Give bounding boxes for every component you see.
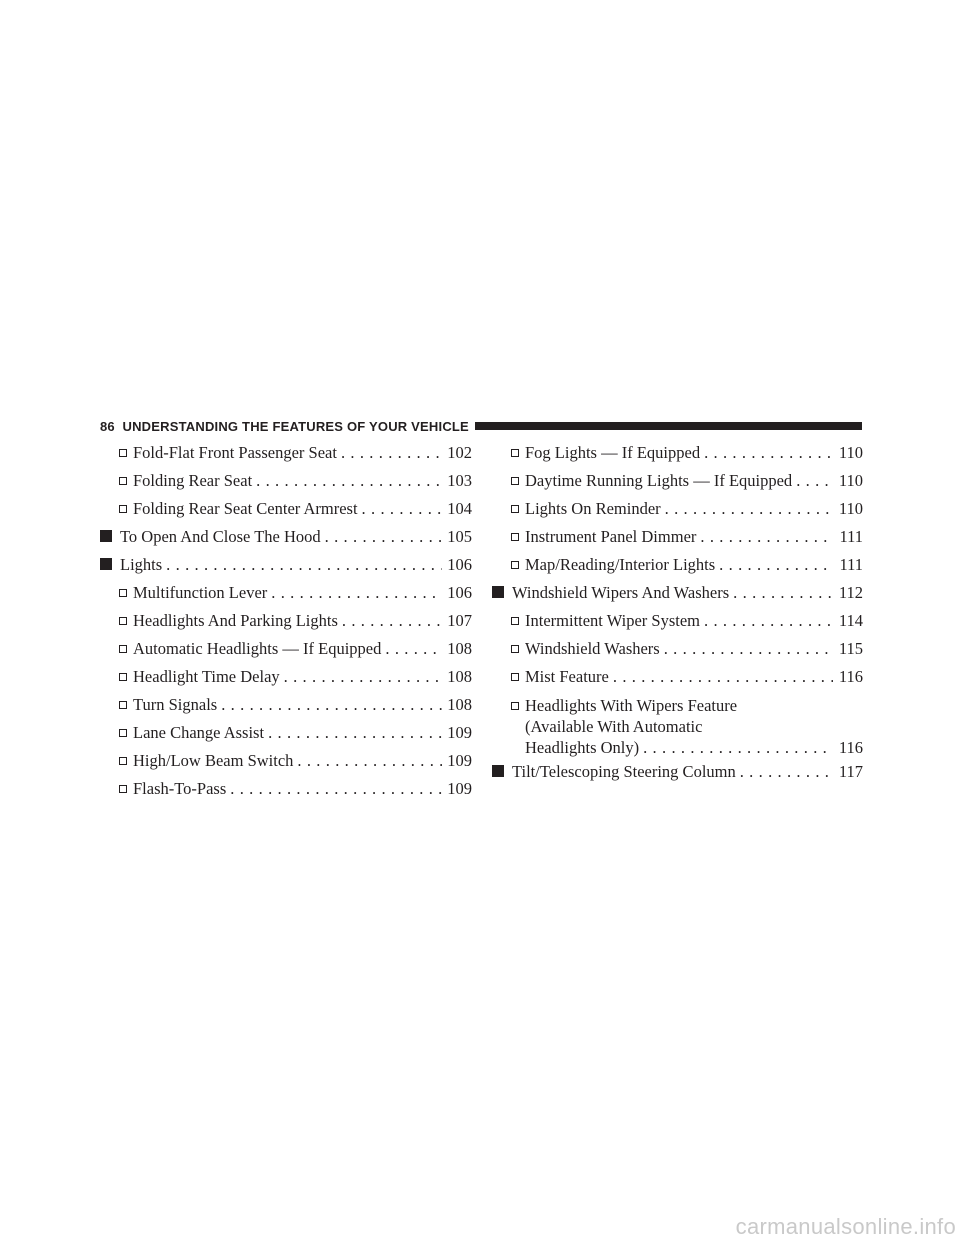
dot-leader [385,635,442,663]
toc-entry-page: 110 [838,471,863,490]
toc-entry-page: 117 [838,762,863,781]
watermark: carmanualsonline.info [735,1214,956,1239]
toc-entry[interactable] [100,523,472,551]
toc-entry[interactable] [492,635,863,663]
hollow-square-bullet-icon [119,477,127,485]
dot-leader [700,523,833,551]
toc-entry-page: 106 [447,555,472,574]
toc-entry-page: 111 [839,527,863,546]
hollow-square-bullet-icon [119,673,127,681]
dot-leader [221,691,442,719]
hollow-square-bullet-icon [511,449,519,457]
dot-leader [643,737,833,758]
dot-leader [733,579,833,607]
toc-entry-page: 108 [447,667,472,686]
toc-entry-title: High/Low Beam Switch [133,751,294,770]
toc-entry-title: Automatic Headlights — If Equipped [133,639,382,658]
toc-entry[interactable] [492,523,863,551]
toc-entry-page: 110 [838,443,863,462]
toc-entry[interactable] [100,579,472,607]
toc-entry-title: Headlights Only) [525,738,640,757]
hollow-square-bullet-icon [119,449,127,457]
hollow-square-bullet-icon [511,645,519,653]
hollow-square-bullet-icon [119,645,127,653]
toc-left-column [100,439,472,803]
dot-leader [719,551,833,579]
hollow-square-bullet-icon [511,673,519,681]
section-title: UNDERSTANDING THE FEATURES OF YOUR VEHICLE [122,419,469,434]
hollow-square-bullet-icon [119,701,127,709]
hollow-square-bullet-icon [119,617,127,625]
toc-entry[interactable] [100,495,472,523]
toc-entry-page: 116 [838,667,863,686]
toc-entry-page: 115 [838,639,863,658]
dot-leader [664,635,833,663]
hollow-square-bullet-icon [119,757,127,765]
toc-entry-page: 108 [447,695,472,714]
hollow-square-bullet-icon [511,533,519,541]
toc-entry[interactable] [492,495,863,523]
square-bullet-icon [100,530,112,542]
toc-entry[interactable] [100,691,472,719]
toc-entry[interactable] [100,607,472,635]
header-title [100,418,475,435]
toc-entry[interactable] [492,758,863,786]
toc-entry[interactable] [492,607,863,635]
toc-entry-page: 105 [447,527,472,546]
toc-entry[interactable] [100,775,472,803]
toc-entry-title: Headlights And Parking Lights [133,611,338,630]
toc-entry-title: Fog Lights — If Equipped [525,443,701,462]
toc-entry[interactable] [492,691,863,758]
toc-entry[interactable] [492,663,863,691]
hollow-square-bullet-icon [511,702,519,710]
toc-entry-title: Headlight Time Delay [133,667,280,686]
hollow-square-bullet-icon [119,785,127,793]
dot-leader [704,439,833,467]
toc-entry-title: Windshield Wipers And Washers [512,583,730,602]
toc-entry-title: Fold-Flat Front Passenger Seat [133,443,337,462]
toc-entry-page: 107 [447,611,472,630]
dot-leader [665,495,833,523]
toc-entry-title: Folding Rear Seat [133,471,253,490]
toc-entry-page: 103 [447,471,472,490]
hollow-square-bullet-icon [511,561,519,569]
toc-entry-title: Multifunction Lever [133,583,268,602]
hollow-square-bullet-icon [511,477,519,485]
hollow-square-bullet-icon [119,505,127,513]
dot-leader [256,467,442,495]
toc-entry-page: 109 [447,779,472,798]
hollow-square-bullet-icon [119,589,127,597]
toc-entry[interactable] [100,551,472,579]
page-header [100,418,862,435]
dot-leader [166,551,442,579]
dot-leader [704,607,833,635]
toc-entry-title: Lights On Reminder [525,499,661,518]
toc-entry-title: Folding Rear Seat Center Armrest [133,499,358,518]
toc-entry-title: Lights [120,555,163,574]
toc-entry[interactable] [100,635,472,663]
toc-entry-title: (Available With Automatic [525,717,703,736]
dot-leader [230,775,442,803]
toc-entry-title: Windshield Washers [525,639,660,658]
dot-leader [271,579,442,607]
dot-leader [342,607,442,635]
toc-entry-title: Mist Feature [525,667,609,686]
toc-entry[interactable] [100,467,472,495]
square-bullet-icon [100,558,112,570]
toc-entry-title: To Open And Close The Hood [120,527,321,546]
toc-entry-title: Tilt/Telescoping Steering Column [512,762,736,781]
toc-entry[interactable] [492,579,863,607]
dot-leader [341,439,442,467]
toc-entry-title: Intermittent Wiper System [525,611,700,630]
hollow-square-bullet-icon [511,617,519,625]
toc-entry[interactable] [492,551,863,579]
dot-leader [325,523,442,551]
dot-leader [613,663,833,691]
dot-leader [297,747,442,775]
toc-entry[interactable] [492,467,863,495]
toc-entry-page: 114 [838,611,863,630]
toc-entry-page: 110 [838,499,863,518]
toc-entry-title: Daytime Running Lights — If Equipped [525,471,793,490]
toc-entry-page: 108 [447,639,472,658]
toc-entry-page: 112 [838,583,863,602]
toc-entry[interactable] [100,747,472,775]
toc-entry[interactable] [100,719,472,747]
dot-leader [740,758,833,786]
toc-entry-title: Instrument Panel Dimmer [525,527,697,546]
toc-entry-title: Flash-To-Pass [133,779,227,798]
toc-entry-page: 109 [447,751,472,770]
toc-right-column [492,439,863,786]
dot-leader [268,719,442,747]
toc-entry-page: 102 [447,443,472,462]
square-bullet-icon [492,586,504,598]
dot-leader [284,663,442,691]
toc-entry-page: 109 [447,723,472,742]
toc-entry-title: Lane Change Assist [133,723,265,742]
toc-entry-title: Turn Signals [133,695,218,714]
toc-entry-page: 104 [447,499,472,518]
hollow-square-bullet-icon [511,505,519,513]
toc-entry[interactable] [100,663,472,691]
toc-entry-page: 116 [838,738,863,757]
square-bullet-icon [492,765,504,777]
page-number: 86 [100,419,115,434]
dot-leader [796,467,833,495]
toc-entry-page: 111 [839,555,863,574]
toc-entry-page: 106 [447,583,472,602]
toc-entry[interactable] [492,439,863,467]
hollow-square-bullet-icon [119,729,127,737]
toc-entry-title: Headlights With Wipers Feature [525,696,738,715]
dot-leader [362,495,442,523]
toc-entry[interactable] [100,439,472,467]
toc-entry-title: Map/Reading/Interior Lights [525,555,716,574]
